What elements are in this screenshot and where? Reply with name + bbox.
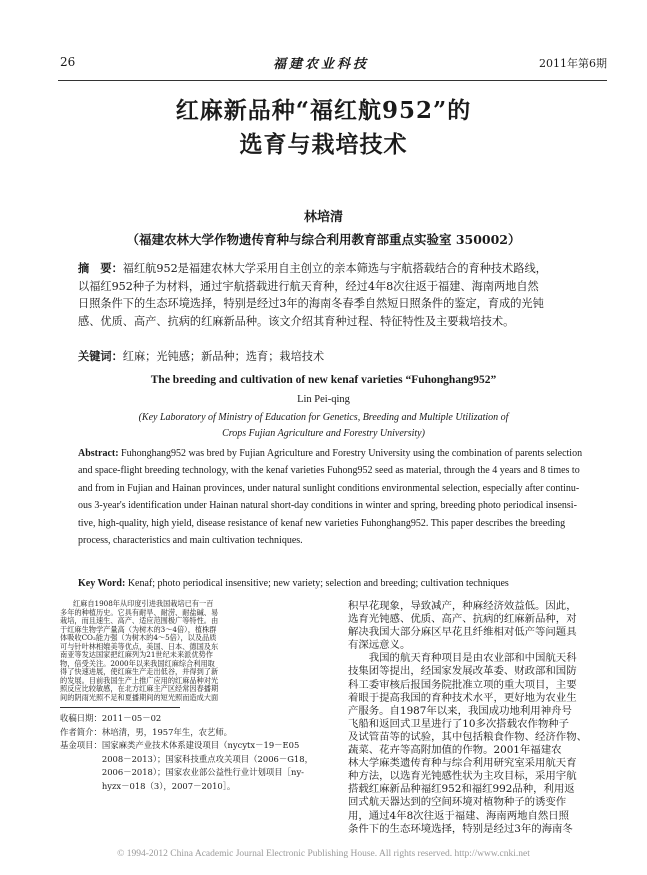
abstract-line: 感、优质、高产、抗病的红麻新品种。该文介绍其育种过程、特征特性及主要栽培技术。 (78, 314, 515, 328)
funding-line: hyzx－018（3），2007－2010］。 (60, 780, 236, 791)
english-abstract-line: and space-flight breeding technology, with the kenaf varieties Fuhong952 seed as material, through the 4 years and 8 times to (78, 465, 580, 477)
body-line: 搭载红麻新品种福红952和福红992品种，利用返 (348, 783, 575, 796)
abstract-line-text: 福红航952是福建农林大学采用自主创立的亲本筛选与宇航搭载结合的育种技术路线， (122, 262, 547, 275)
keywords-text: 红麻；光钝感；新品种；选育；栽培技术 (122, 350, 325, 363)
received-date: 收稿日期：2011－05－02 (60, 713, 162, 723)
body-line: 得了快速进展，使红麻生产走出低谷，并得到了新 (60, 667, 219, 676)
issue-label: 2011年第6期 (539, 57, 607, 70)
funding-line: 2006－2018）；国家农业部公益性行业计划项目［ny- (60, 767, 305, 777)
abstract-line (78, 260, 588, 278)
english-affiliation-line-2: Crops Fujian Agriculture and Forestry University) (222, 428, 425, 439)
abstract-label: 摘 要： (78, 261, 123, 275)
body-line: 多年的种植历史。它具有耐旱、耐涝、耐盐碱、易 (60, 607, 219, 617)
body-left-column (60, 600, 328, 702)
body-line: 科工委审核后报国务院批准立项的重大项目，主要 (348, 678, 577, 691)
english-abstract-text: Fuhonghang952 was bred by Fujian Agriculture and Forestry University using the combination of parents selection (121, 448, 583, 459)
body-line: 有深远意义。 (348, 639, 411, 652)
keywords-label: 关键词： (78, 349, 123, 363)
body-line: 积早花现象，导致减产，种麻经济效益低。因此， (348, 600, 577, 612)
body-line: 着眼于提高我国的育种技术水平，更好地为农业生 (348, 691, 577, 704)
journal-name: 福建农业科技 (273, 57, 370, 72)
footnote-rule (60, 707, 180, 708)
author-affiliation: （福建农林大学作物遗传育种与综合利用教育部重点实验室 350002） (126, 232, 521, 247)
funding-line: 2008－2013）；国家科技重点攻关项目（2006－G18， (60, 753, 313, 764)
body-line: 的发展。目前我国生产上推广应用的红麻品种对光 (60, 675, 219, 685)
body-line: 间的阴雨光照不足和夏播期间的短光照而造成大面 (60, 692, 219, 702)
header-rule (58, 80, 607, 81)
body-line: 回式航天器达到的空间环境对植物种子的诱变作 (348, 796, 567, 809)
body-line: 产服务。自1987年以来，我国成功地利用神舟号 (348, 704, 572, 717)
body-line: 我国的航天育种项目是由农业部和中国航天科 (348, 652, 577, 665)
english-abstract-line: ous 3-year's identification under Hainan natural short-day conditions in winter and spring, breeding photo periodical insensi- (78, 500, 577, 512)
english-abstract-line: and from in Fujian and Hainan provinces, under natural sunlight conditions environmental selection, especially after continu- (78, 482, 580, 494)
abstract-line: 日照条件下的生态环境选择，特别是经过3年的海南冬春季自然短日照条件的鉴定，育成的光钝 (78, 297, 544, 311)
body-line: 及试管苗等的试验，其中包括粮食作物、经济作物、 (348, 730, 587, 743)
body-line: 解决我国大部分麻区早花且纤维相对低产等问题具 (348, 626, 577, 639)
english-abstract-label: Abstract: (78, 448, 119, 459)
abstract-line: 以福红952种子为材料，通过宇航搭载进行航天育种，经过4年8次往返于福建、海南两地自然 (78, 279, 539, 293)
body-line: 可与针叶林相媲美等优点，美国、日本、德国及东 (60, 641, 219, 651)
english-abstract-line: process, characteristics and main cultivation techniques. (78, 535, 303, 547)
body-line: 条件下的生态环境选择，特别是经过3年的海南冬 (348, 822, 573, 835)
english-keywords-label: Key Word: (78, 578, 126, 589)
author-bio: 作者简介：林培清，男，1957年生，农艺师。 (60, 726, 233, 737)
english-abstract-line (78, 445, 588, 462)
body-line: 南亚等发达国家把红麻列为21世纪未来派优势作 (60, 650, 213, 659)
english-keywords-text: Kenaf; photo periodical insensitive; new variety; selection and breeding; cultivation techniques (127, 578, 509, 589)
title-line-2: 选育与栽培技术 (239, 131, 408, 158)
page-number: 26 (60, 55, 76, 69)
title-line-1: 红麻新品种“福红航952”的 (175, 97, 472, 124)
english-abstract-line: tive, high-quality, high yield, disease resistance of kenaf new varieties Fuhonghang952. This paper describes the breeding (78, 517, 566, 529)
copyright-footer: © 1994-2012 China Academic Journal Electronic Publishing House. All rights reserved. http://www.cnki.net (117, 849, 530, 859)
english-affiliation-line-1: (Key Laboratory of Ministry of Education for Genetics, Breeding and Multiple Utilization of (138, 412, 509, 423)
english-author: Lin Pei-qing (297, 394, 350, 405)
body-line: 选育光钝感、优质、高产、抗病的红麻新品种，对 (348, 613, 577, 626)
body-line: 飞船和返回式卫星进行了10多次搭载农作物种子 (348, 717, 570, 730)
article-notes (60, 712, 328, 793)
body-line: 种方法，以选育光钝感性状为主攻目标，采用宇航 (348, 770, 577, 783)
body-line: 体吸收CO₂能力强（为树木的4～5倍），以及品质 (60, 633, 217, 642)
author-name: 林培清 (303, 210, 343, 225)
body-line: 用，通过4年8次往返于福建、海南两地自然日照 (348, 809, 570, 822)
body-line: 技集团等提出，经国家发展改革委、财政部和国防 (348, 665, 577, 678)
body-line: 物，倍受关注。2000年以来我国红麻综合利用取 (60, 658, 215, 668)
body-line: 蔬菜、花卉等高附加值的作物。2001年福建农 (348, 744, 562, 757)
chinese-keywords (78, 348, 588, 364)
english-title: The breeding and cultivation of new kenaf varieties “Fuhonghang952” (150, 374, 497, 386)
english-keywords (78, 578, 588, 589)
body-line: 红麻自1908年从印度引进我国栽培已有一百 (72, 599, 214, 608)
body-right-column (348, 600, 616, 836)
body-line: 林大学麻类遗传育种与综合利用研究室采用航天育 (348, 757, 577, 770)
funding-line: 基金项目：国家麻类产业技术体系建设项目（nycytx－19－E05 (60, 740, 300, 750)
english-abstract (78, 445, 588, 549)
body-line: 于红麻生物学产量高（为树木的3～4倍），植株群 (60, 624, 217, 634)
body-line: 栽培，而且速生、高产、适应范围极广等特性。由 (60, 616, 219, 625)
body-line: 照反应比较敏感，在北方红麻主产区经常因春播期 (60, 684, 219, 693)
chinese-abstract (78, 260, 588, 330)
